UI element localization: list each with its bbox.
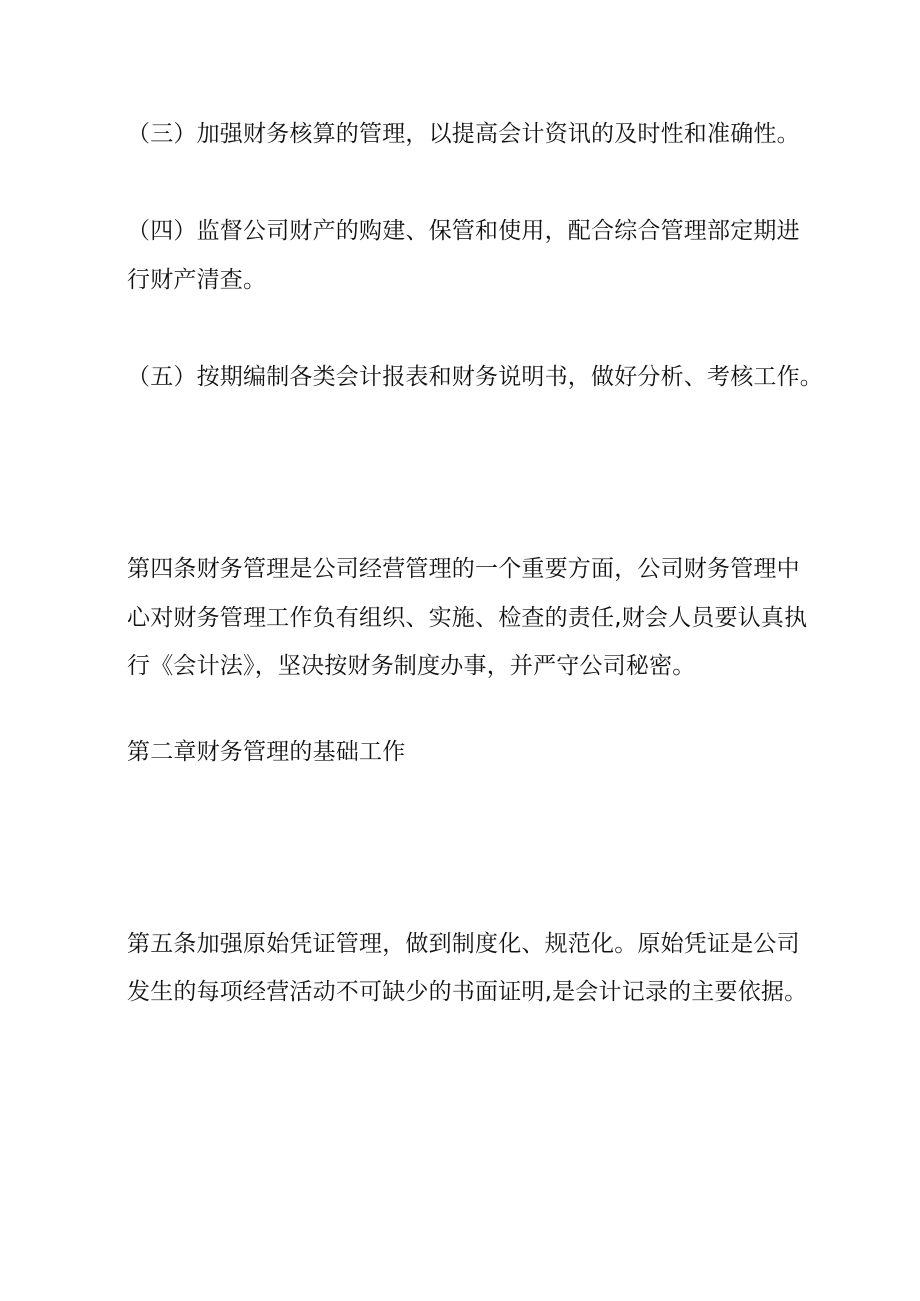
paragraph-item-4-line-1: （四）监督公司财产的购建、保管和使用，配合综合管理部定期进 (127, 218, 800, 244)
paragraph-item-3: （三）加强财务核算的管理，以提高会计资讯的及时性和准确性。 (127, 121, 800, 147)
paragraph-article-5-line-2: 发生的每项经营活动不可缺少的书面证明,是会计记录的主要依据。 (127, 979, 808, 1005)
chapter-heading: 第二章财务管理的基础工作 (127, 739, 406, 765)
paragraph-article-4-line-2: 心对财务管理工作负有组织、实施、检查的责任,财会人员要认真执 (127, 605, 808, 631)
paragraph-article-5-line-1: 第五条加强原始凭证管理，做到制度化、规范化。原始凭证是公司 (127, 931, 800, 957)
paragraph-item-5: （五）按期编制各类会计报表和财务说明书，做好分析、考核工作。 (127, 364, 823, 390)
paragraph-article-4-line-1: 第四条财务管理是公司经营管理的一个重要方面，公司财务管理中 (127, 556, 800, 582)
paragraph-item-4-line-2: 行财产清查。 (127, 267, 267, 293)
paragraph-article-4-line-3: 行《会计法》，坚决按财务制度办事，并严守公司秘密。 (127, 653, 696, 679)
